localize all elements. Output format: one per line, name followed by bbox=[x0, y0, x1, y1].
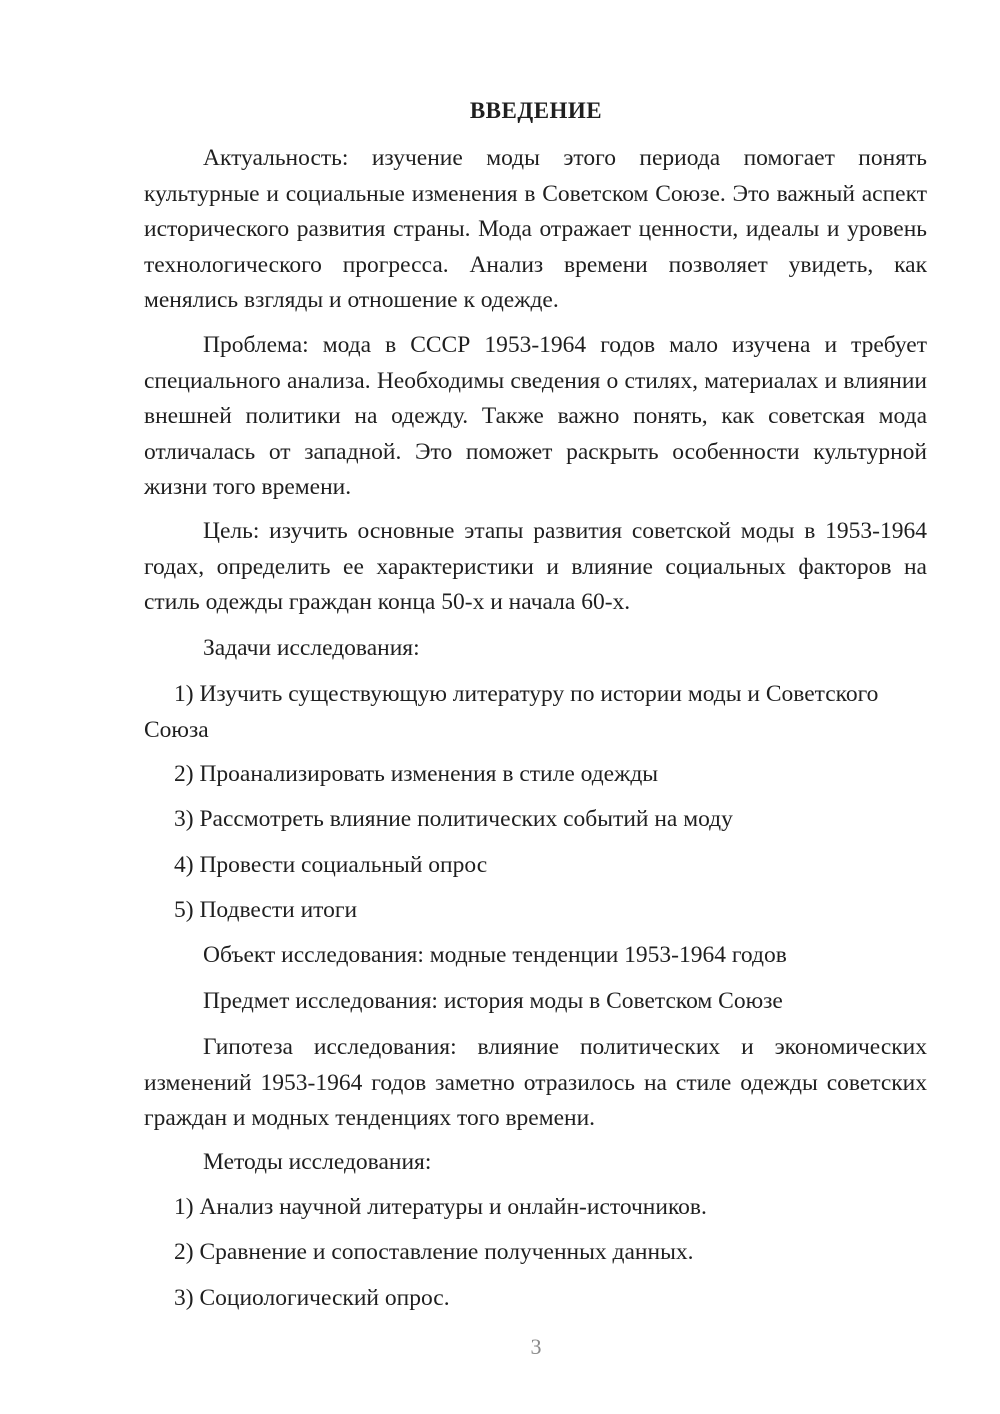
paragraph-relevance: Актуальность: изучение моды этого периода помогает понять культурные и социальные изменения в Советском Союзе. Это важный аспект исторического развития страны. Мода отражает ценности, идеалы и уровень технологического прогресса. Анализ времени позволяет увидеть, как менялись взгляды и отношение к одежде. bbox=[144, 145, 927, 313]
research-object: Объект исследования: модные тенденции 1953-1964 годов bbox=[203, 942, 787, 968]
methods-heading: Методы исследования: bbox=[203, 1149, 432, 1175]
paragraph-hypothesis: Гипотеза исследования: влияние политических и экономических изменений 1953-1964 годов заметно отразилось на стиле одежды советских граждан и модных тенденциях того времени. bbox=[144, 1034, 927, 1131]
task-item-2: 2) Проанализировать изменения в стиле одежды bbox=[174, 761, 659, 787]
task-item-3: 3) Рассмотреть влияние политических событий на моду bbox=[174, 806, 733, 832]
method-item-3: 3) Социологический опрос. bbox=[174, 1285, 450, 1311]
tasks-heading: Задачи исследования: bbox=[203, 635, 420, 661]
section-title: ВВЕДЕНИЕ bbox=[469, 98, 603, 123]
method-item-2: 2) Сравнение и сопоставление полученных данных. bbox=[174, 1239, 694, 1265]
research-subject: Предмет исследования: история моды в Советском Союзе bbox=[203, 988, 783, 1014]
task-item-5: 5) Подвести итоги bbox=[174, 897, 358, 923]
paragraph-problem: Проблема: мода в СССР 1953-1964 годов мало изучена и требует специального анализа. Необходимы сведения о стилях, материалах и влиянии внешней политики на одежду. Также важно понять, как советская мода отличалась от западной. Это поможет раскрыть особенности культурной жизни того времени. bbox=[144, 332, 927, 500]
method-item-1: 1) Анализ научной литературы и онлайн-источников. bbox=[174, 1194, 707, 1220]
task-item-4: 4) Провести социальный опрос bbox=[174, 852, 488, 878]
task-item-1: 1) Изучить существующую литературу по истории моды и Советского Союза bbox=[144, 681, 879, 743]
paragraph-goal: Цель: изучить основные этапы развития советской моды в 1953-1964 годах, определить ее характеристики и влияние социальных факторов на стиль одежды граждан конца 50-х и начала 60-х. bbox=[144, 518, 927, 615]
page-number: 3 bbox=[530, 1334, 542, 1359]
